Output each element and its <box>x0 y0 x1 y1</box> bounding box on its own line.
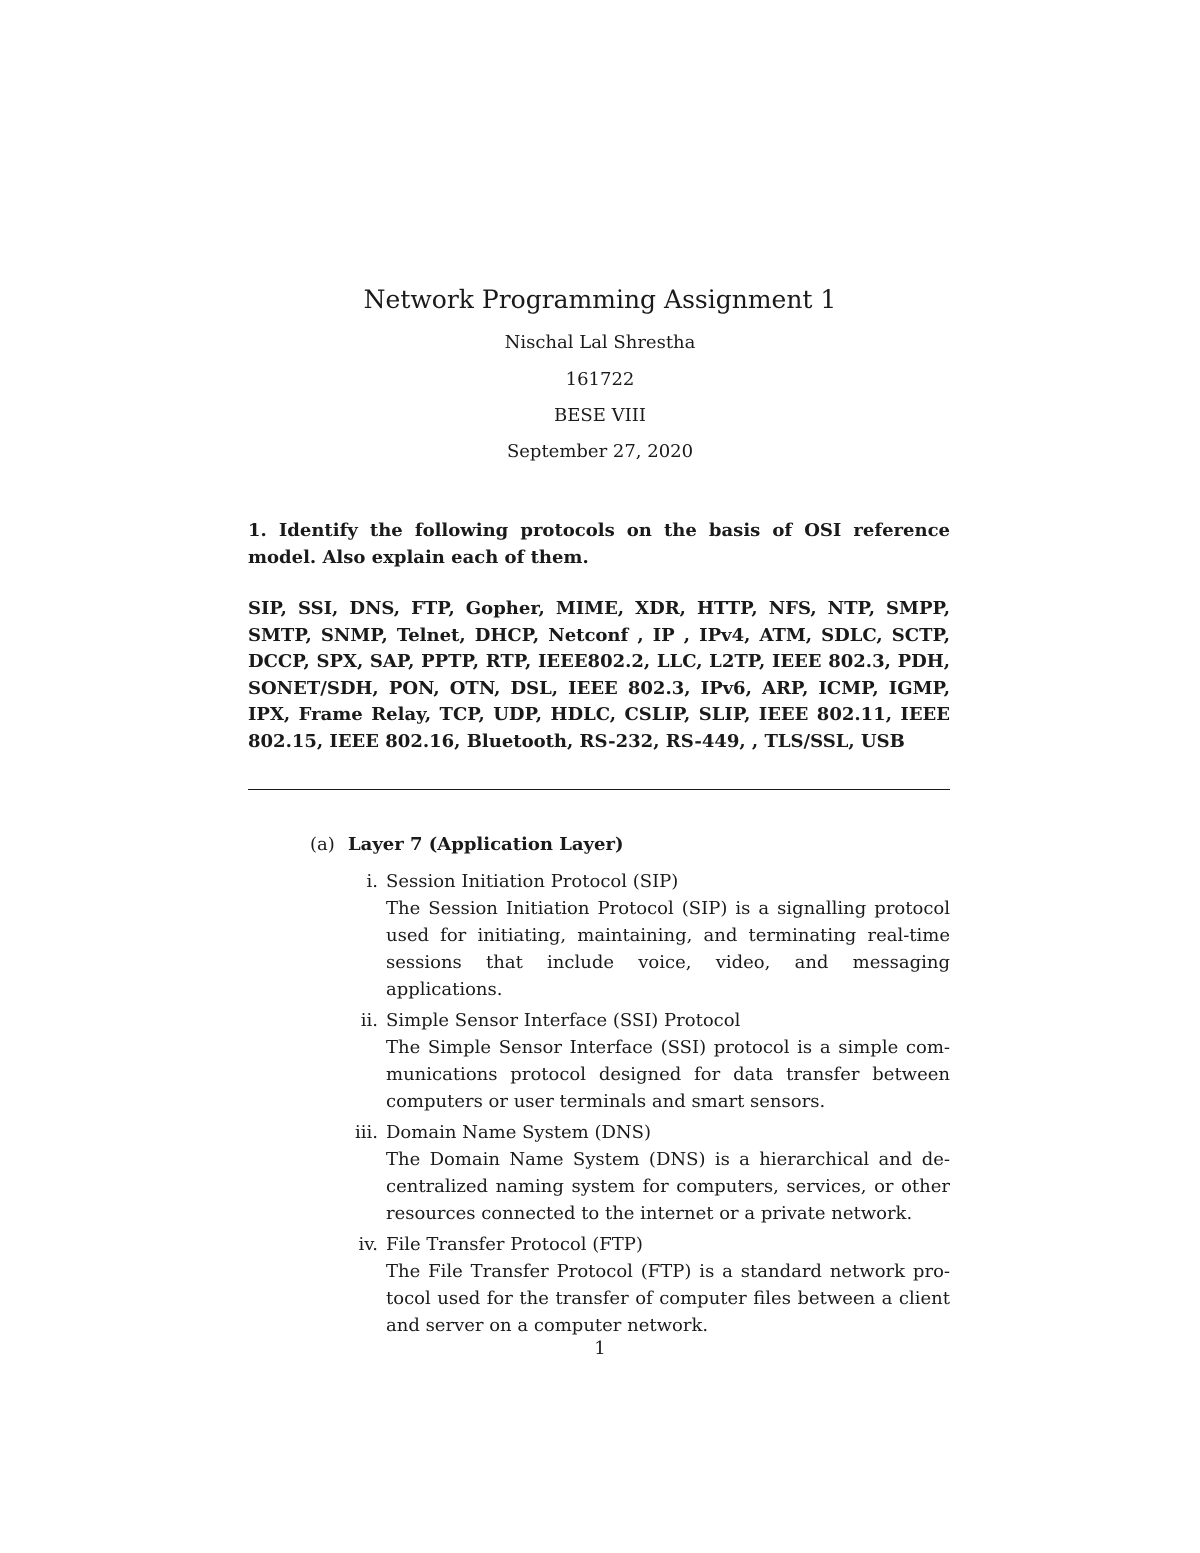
item-description: The Session Initiation Protocol (SIP) is a signalling protocol used for initiating, maintaining, and terminating real-time sessions that include voice, video, and messaging applications. <box>386 898 950 1000</box>
item-title: Simple Sensor Interface (SSI) Protocol <box>386 1010 741 1031</box>
list-item <box>366 868 950 1003</box>
item-number: iii. <box>355 1122 378 1143</box>
page-number: 1 <box>594 1338 606 1359</box>
item-description: The Domain Name System (DNS) is a hierarchical and decentralized naming system for computers, services, or other resources connected to the internet or a private network. <box>386 1149 950 1224</box>
section-label: Layer 7 (Application Layer) <box>348 834 624 855</box>
class-name: BESE VIII <box>554 405 646 426</box>
item-number: ii. <box>360 1010 378 1031</box>
document-title: Network Programming Assignment 1 <box>363 285 837 314</box>
list-item <box>355 1119 950 1227</box>
protocol-items <box>355 868 950 1343</box>
item-number: i. <box>366 871 378 892</box>
item-number: iv. <box>358 1234 378 1255</box>
list-item <box>360 1007 950 1115</box>
item-title: Domain Name System (DNS) <box>386 1122 652 1143</box>
document-date: September 27, 2020 <box>506 441 694 462</box>
item-description: The File Transfer Protocol (FTP) is a standard network protocol used for the transfer of computer files between a client and server on a computer network. <box>386 1261 950 1336</box>
item-description: The Simple Sensor Interface (SSI) protocol is a simple communications protocol designed for data transfer between computers or user terminals and smart sensors. <box>386 1037 950 1112</box>
roll-number: 161722 <box>565 369 635 390</box>
section-heading <box>310 834 623 855</box>
author-name: Nischal Lal Shrestha <box>504 332 696 353</box>
section-marker: (a) <box>310 834 335 855</box>
protocol-list: SIP, SSI, DNS, FTP, Gopher, MIME, XDR, HTTP, NFS, NTP, SMPP, SMTP, SNMP, Telnet, DHCP, Netconf , IP , IPv4, ATM, SDLC, SCTP, DCCP, SPX, SAP, PPTP, RTP, IEEE802.2, LLC, L2TP, IEEE 802.3, PDH, SONET/SDH, PON, OTN, DSL, IEEE 802.3, IPv6, ARP, ICMP, IGMP, IPX, Frame Relay, TCP, UDP, HDLC, CSLIP, SLIP, IEEE 802.11, IEEE 802.15, IEEE 802.16, Bluetooth, RS-232, RS-449, , TLS/SSL, USB <box>248 598 950 752</box>
horizontal-rule <box>248 789 950 790</box>
item-title: Session Initiation Protocol (SIP) <box>386 871 679 892</box>
question-text: 1. Identify the following protocols on the basis of OSI reference model. Also explain each of them. <box>248 520 950 568</box>
list-item <box>358 1231 950 1339</box>
item-title: File Transfer Protocol (FTP) <box>386 1234 643 1255</box>
